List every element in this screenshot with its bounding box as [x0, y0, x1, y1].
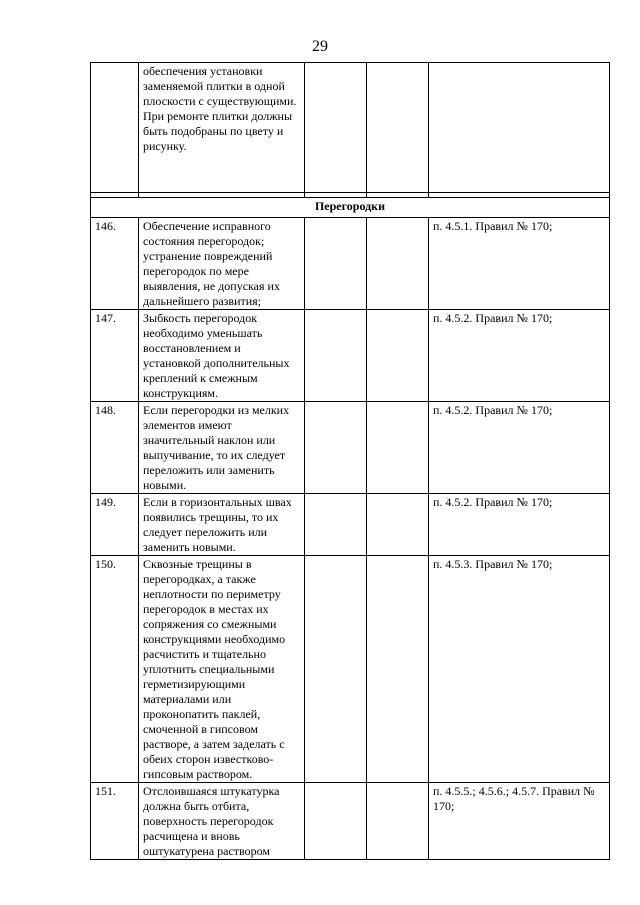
row-ref-cell: п. 4.5.1. Правил № 170;	[429, 218, 610, 310]
table-row	[91, 402, 610, 494]
row-number-cell: 150.	[91, 556, 139, 783]
row-number-cell: 151.	[91, 783, 139, 860]
page-number: 29	[312, 38, 328, 55]
empty-cell	[367, 310, 429, 402]
empty-cell	[305, 310, 367, 402]
row-text-cell: Если в горизонтальных швах появились трещины, то их следует переложить или заменить новыми.	[139, 494, 305, 556]
table-row	[91, 783, 610, 860]
empty-cell	[305, 63, 367, 193]
row-text-cell: Если перегородки из мелких элементов имеют значительный наклон или выпучивание, то их следует переложить или заменить новыми.	[139, 402, 305, 494]
row-ref-cell: п. 4.5.2. Правил № 170;	[429, 402, 610, 494]
empty-cell	[367, 402, 429, 494]
requirements-table	[90, 62, 610, 860]
row-ref-cell: п. 4.5.3. Правил № 170;	[429, 556, 610, 783]
row-number-cell: 146.	[91, 218, 139, 310]
row-ref-cell	[429, 63, 610, 193]
empty-cell	[367, 783, 429, 860]
table-row	[91, 556, 610, 783]
row-number-cell: 147.	[91, 310, 139, 402]
table-row	[91, 218, 610, 310]
empty-cell	[305, 218, 367, 310]
table-row	[91, 310, 610, 402]
empty-cell	[305, 494, 367, 556]
row-text-cell: Обеспечение исправного состояния перегородок; устранение повреждений перегородок по мере выявления, не допуская их дальнейшего развития;	[139, 218, 305, 310]
section-title: Перегородки	[91, 198, 610, 218]
empty-cell	[305, 402, 367, 494]
row-text-cell: обеспечения установки заменяемой плитки в одной плоскости с существующими. При ремонте плитки должны быть подобраны по цвету и рисунку.	[139, 63, 305, 193]
empty-cell	[367, 556, 429, 783]
row-number-cell: 148.	[91, 402, 139, 494]
row-number-cell	[91, 63, 139, 193]
row-text-cell: Отслоившаяся штукатурка должна быть отбита, поверхность перегородок расчищена и вновь оштукатурена раствором	[139, 783, 305, 860]
row-ref-cell: п. 4.5.5.; 4.5.6.; 4.5.7. Правил № 170;	[429, 783, 610, 860]
empty-cell	[367, 63, 429, 193]
section-header-row	[91, 198, 610, 218]
empty-cell	[305, 783, 367, 860]
row-ref-cell: п. 4.5.2. Правил № 170;	[429, 310, 610, 402]
row-text-cell: Зыбкость перегородок необходимо уменьшать восстановлением и установкой дополнительных креплений к смежным конструкциям.	[139, 310, 305, 402]
row-ref-cell: п. 4.5.2. Правил № 170;	[429, 494, 610, 556]
table-row	[91, 63, 610, 193]
empty-cell	[367, 494, 429, 556]
row-text-cell: Сквозные трещины в перегородках, а также неплотности по периметру перегородок в местах их сопряжения со смежными конструкциями необходимо расчистить и тщательно уплотнить специальными герметизирующими материалами или проконопатить паклей, смоченной в гипсовом растворе, а затем заделать с обеих сторон известково-гипсовым раствором.	[139, 556, 305, 783]
table-row	[91, 494, 610, 556]
empty-cell	[305, 556, 367, 783]
empty-cell	[367, 218, 429, 310]
row-number-cell: 149.	[91, 494, 139, 556]
